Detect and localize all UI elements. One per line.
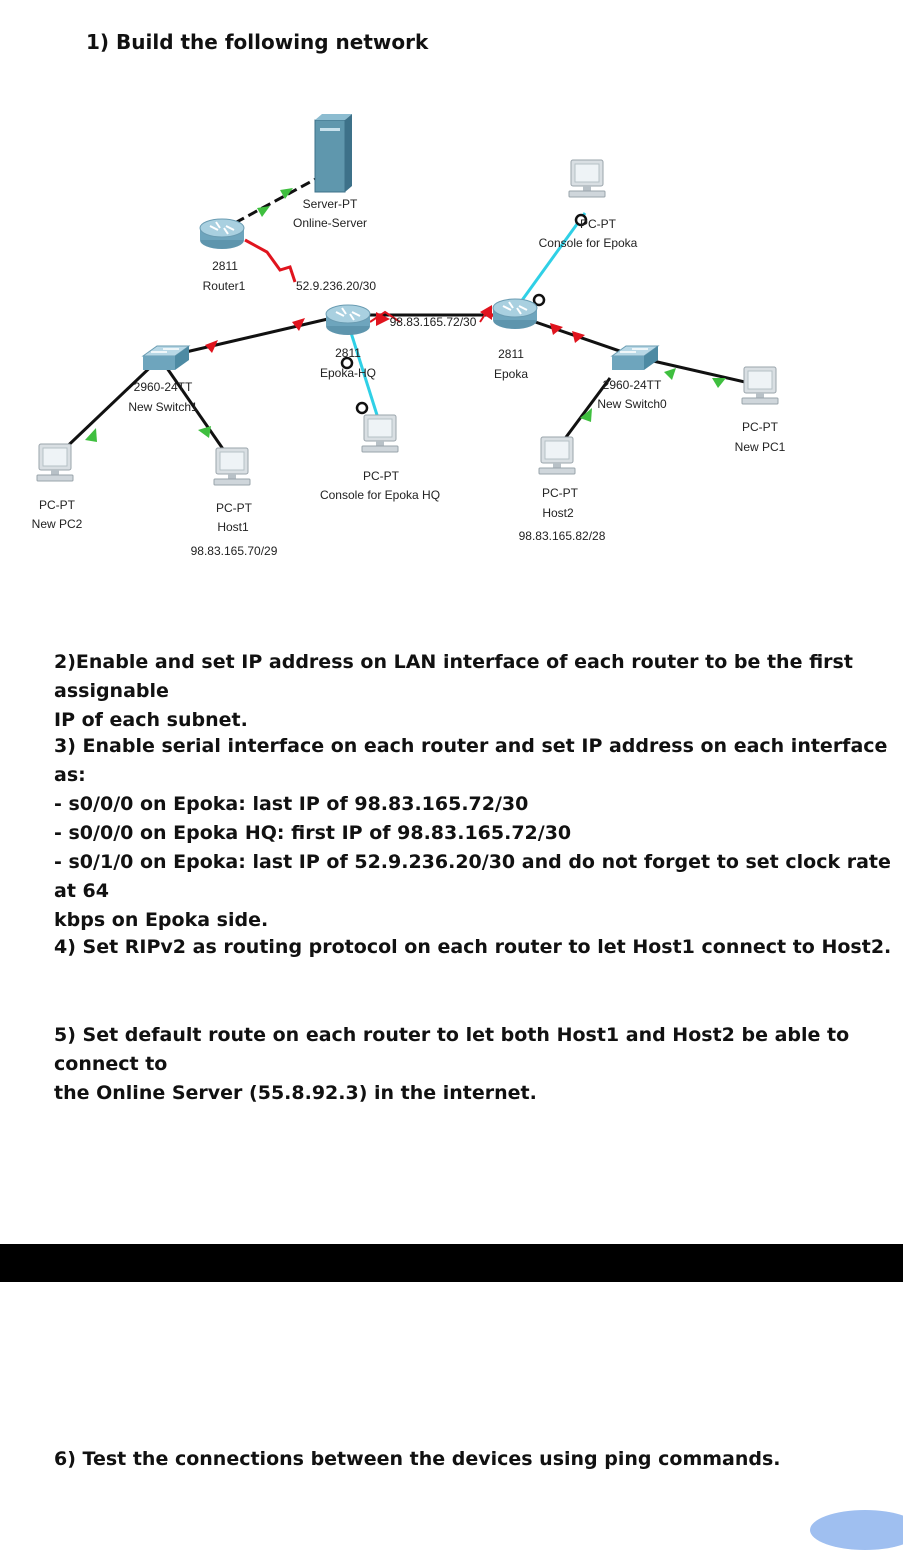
network-topology-diagram xyxy=(0,100,903,580)
switch-icon xyxy=(143,346,189,370)
epoka-hq-node[interactable] xyxy=(320,305,376,380)
task-2-line: IP of each subnet. xyxy=(54,709,248,731)
pc-icon xyxy=(362,415,398,452)
task-3-line: - s0/1/0 on Epoka: last IP of 52.9.236.20/30 and do not forget to set clock rate at 64 xyxy=(54,851,891,902)
host1-model-label: PC-PT xyxy=(216,501,252,515)
serial-link-label-hq-epoka: 98.83.165.72/30 xyxy=(389,315,477,329)
epoka-hq-model-label: 2811 xyxy=(335,346,361,360)
page-heading: 1) Build the following network xyxy=(86,30,429,54)
console-epoka-model-label: PC-PT xyxy=(580,217,616,231)
server-icon xyxy=(315,114,352,192)
task-5-paragraph xyxy=(54,1021,899,1108)
switch1-node[interactable] xyxy=(128,346,198,414)
pc2-name-label: New PC2 xyxy=(31,517,83,531)
task-3-line: 3) Enable serial interface on each router and set IP address on each interface as: xyxy=(54,735,888,786)
online-server-node[interactable] xyxy=(293,114,367,230)
task-6-paragraph xyxy=(54,1445,899,1474)
link-lines xyxy=(55,163,758,462)
task-4-line: 4) Set RIPv2 as routing protocol on each router to let Host1 connect to Host2. xyxy=(54,936,892,958)
task-3-line: - s0/0/0 on Epoka: last IP of 98.83.165.72/30 xyxy=(54,793,529,815)
host2-subnet-label: 98.83.165.82/28 xyxy=(518,529,606,543)
router-icon xyxy=(493,299,537,329)
switch0-node[interactable] xyxy=(597,346,667,411)
console-epoka-node[interactable] xyxy=(539,160,638,250)
server-name-label: Online-Server xyxy=(292,216,368,230)
pc2-node[interactable] xyxy=(32,444,83,531)
host2-model-label: PC-PT xyxy=(542,486,578,500)
router-icon xyxy=(200,219,244,249)
host2-name-label: Host2 xyxy=(542,506,574,520)
pc1-model-label: PC-PT xyxy=(742,420,778,434)
console-hq-model-label: PC-PT xyxy=(363,469,399,483)
router1-node[interactable] xyxy=(200,219,246,293)
corner-decoration xyxy=(810,1510,903,1550)
pc1-name-label: New PC1 xyxy=(734,440,786,454)
router1-name-label: Router1 xyxy=(202,279,246,293)
switch0-model-label: 2960-24TT xyxy=(602,378,662,392)
task-3-line: - s0/0/0 on Epoka HQ: first IP of 98.83.165.72/30 xyxy=(54,822,572,844)
epoka-hq-name-label: Epoka-HQ xyxy=(319,366,377,380)
router1-model-label: 2811 xyxy=(212,259,238,273)
task-6-line: 6) Test the connections between the devices using ping commands. xyxy=(54,1448,781,1470)
console-epoka-name-label: Console for Epoka xyxy=(538,236,638,250)
switch1-model-label: 2960-24TT xyxy=(133,380,193,394)
task-5-line: the Online Server (55.8.92.3) in the internet. xyxy=(54,1082,537,1104)
console-hq-node[interactable] xyxy=(320,415,440,502)
task-4-paragraph xyxy=(54,933,899,962)
pc-icon xyxy=(37,444,73,481)
console-hq-name-label: Console for Epoka HQ xyxy=(319,488,441,502)
pc-icon xyxy=(569,160,605,197)
pc-icon xyxy=(742,367,778,404)
pc-icon xyxy=(539,437,575,474)
task-2-line: 2)Enable and set IP address on LAN interface of each router to be the first assignable xyxy=(54,651,853,702)
task-3-paragraph xyxy=(54,732,899,935)
serial-link-label-router1: 52.9.236.20/30 xyxy=(295,279,377,293)
task-5-line: 5) Set default route on each router to let both Host1 and Host2 be able to connect to xyxy=(54,1024,850,1075)
host1-name-label: Host1 xyxy=(217,520,249,534)
switch0-name-label: New Switch0 xyxy=(597,397,667,411)
router-icon xyxy=(326,305,370,335)
task-3-line: kbps on Epoka side. xyxy=(54,909,269,931)
epoka-name-label: Epoka xyxy=(493,367,529,381)
host1-subnet-label: 98.83.165.70/29 xyxy=(190,544,278,558)
pc-icon xyxy=(214,448,250,485)
server-model-label: Server-PT xyxy=(302,197,358,211)
task-2-paragraph xyxy=(54,648,899,735)
black-divider-band xyxy=(0,1244,903,1282)
epoka-model-label: 2811 xyxy=(498,347,524,361)
host1-node[interactable] xyxy=(191,448,278,558)
switch1-name-label: New Switch1 xyxy=(128,400,198,414)
epoka-node[interactable] xyxy=(493,299,537,381)
host2-node[interactable] xyxy=(519,437,606,543)
pc2-model-label: PC-PT xyxy=(39,498,75,512)
